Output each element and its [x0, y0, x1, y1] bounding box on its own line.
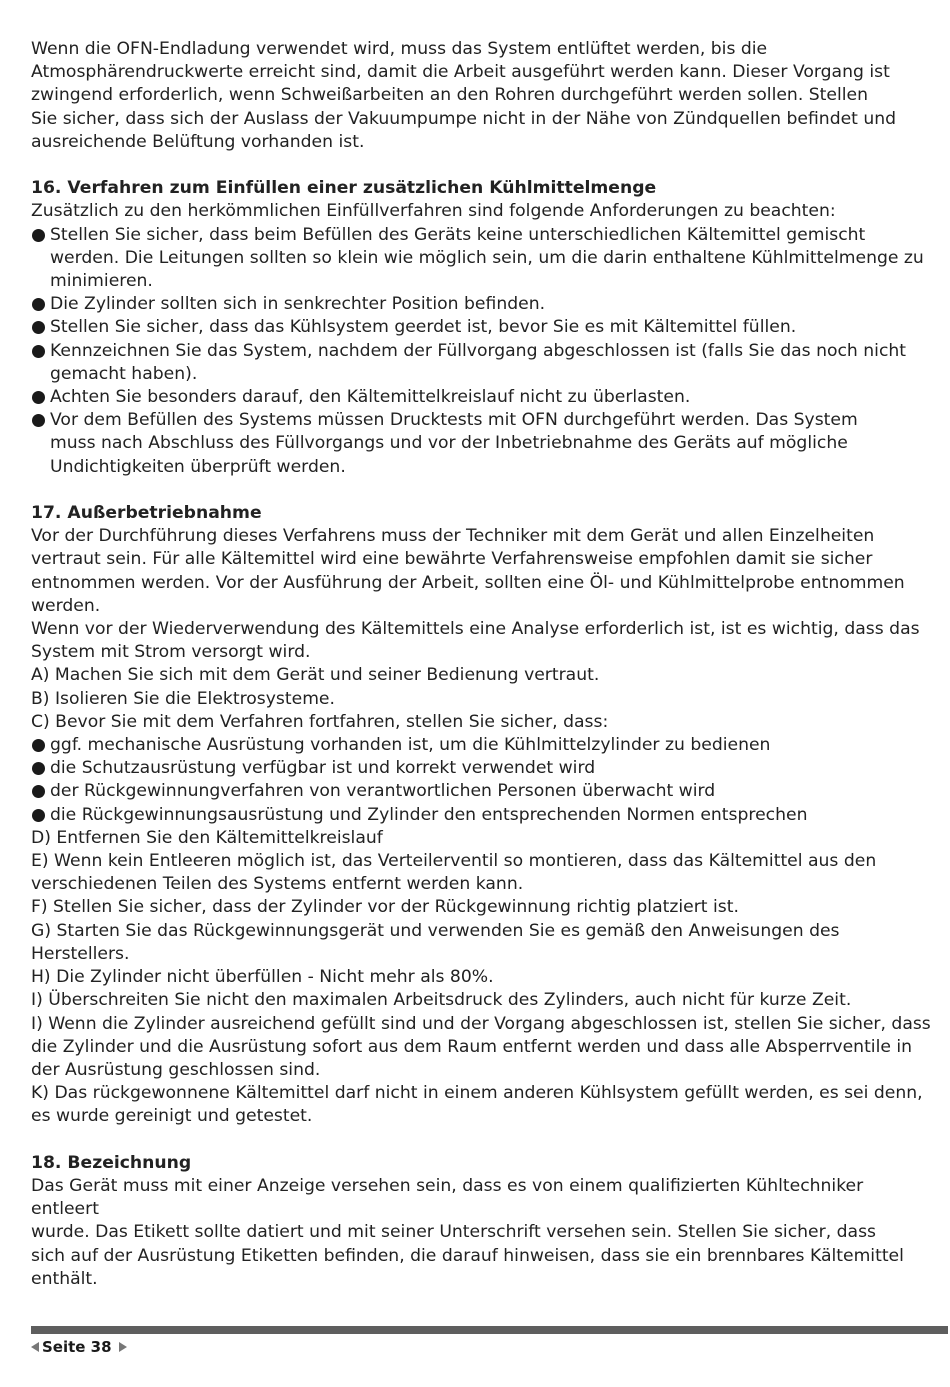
bullet-icon [32, 739, 45, 752]
bullet-icon [32, 298, 45, 311]
section-17-paragraph-2: Wenn vor der Wiederverwendung des Kältemittels eine Analyse erforderlich ist, ist es wichtig, dass das System mit Strom versorgt wird. [31, 619, 920, 663]
list-item: der Rückgewinnungverfahren von verantwortlichen Personen überwacht wird [31, 780, 936, 803]
previous-page-icon[interactable] [31, 1342, 39, 1352]
list-item: die Rückgewinnungsausrüstung und Zylinder den entsprechenden Normen entsprechen [31, 804, 936, 827]
section-16-bullets [31, 224, 936, 479]
step-h: H) Die Zylinder nicht überfüllen - Nicht mehr als 80%. [31, 967, 494, 988]
section-16-heading: 16. Verfahren zum Einfüllen einer zusätzlichen Kühlmittelmenge [31, 178, 657, 199]
list-item: ggf. mechanische Ausrüstung vorhanden ist, um die Kühlmittelzylinder zu bedienen [31, 734, 936, 757]
step-c: C) Bevor Sie mit dem Verfahren fortfahren, stellen Sie sicher, dass: [31, 711, 609, 732]
step-b: B) Isolieren Sie die Elektrosysteme. [31, 688, 335, 709]
step-k: K) Das rückgewonnene Kältemittel darf nicht in einem anderen Kühlsystem gefüllt werden, es sei denn, es wurde gereinigt und getestet. [31, 1083, 923, 1127]
step-e: E) Wenn kein Entleeren möglich ist, das Verteilerventil so montieren, dass das Kältemittel aus den verschiedenen Teilen des Systems entfernt werden kann. [31, 851, 877, 895]
list-item: Stellen Sie sicher, dass das Kühlsystem geerdet ist, bevor Sie es mit Kältemittel füllen. [31, 316, 936, 339]
section-16-intro: Zusätzlich zu den herkömmlichen Einfüllverfahren sind folgende Anforderungen zu beachten: [31, 201, 836, 222]
bullet-icon [32, 762, 45, 775]
step-f: F) Stellen Sie sicher, dass der Zylinder vor der Rückgewinnung richtig platziert ist. [31, 897, 739, 918]
bullet-icon [32, 345, 45, 358]
list-item: Kennzeichnen Sie das System, nachdem der Füllvorgang abgeschlossen ist (falls Sie das noch nicht gemacht haben). [31, 340, 936, 386]
bullet-icon [32, 809, 45, 822]
section-17-bullets [31, 734, 936, 827]
list-item: Stellen Sie sicher, dass beim Befüllen des Geräts keine unterschiedlichen Kältemittel gemischt werden. Die Leitungen sollten so klein wie möglich sein, um die darin enthaltene Kühlmittelmenge zu minimieren. [31, 224, 936, 294]
bullet-icon [32, 391, 45, 404]
list-item: Die Zylinder sollten sich in senkrechter Position befinden. [31, 293, 936, 316]
bullet-icon [32, 321, 45, 334]
page-content [31, 38, 936, 1291]
page-footer [31, 1337, 127, 1357]
section-17-heading: 17. Außerbetriebnahme [31, 503, 262, 524]
bullet-icon [32, 229, 45, 242]
step-g: G) Starten Sie das Rückgewinnungsgerät und verwenden Sie es gemäß den Anweisungen des Herstellers. [31, 920, 840, 964]
section-18-heading: 18. Bezeichnung [31, 1152, 192, 1173]
step-a: A) Machen Sie sich mit dem Gerät und seiner Bedienung vertraut. [31, 665, 600, 686]
bullet-icon [32, 414, 45, 427]
step-j: I) Wenn die Zylinder ausreichend gefüllt sind und der Vorgang abgeschlossen ist, stellen Sie sicher, dass die Zylinder und die Ausrüstung sofort aus dem Raum entfernt werden und dass alle Absperrventile in der Ausrüstung geschlossen sind. [31, 1013, 931, 1080]
section-17-paragraph-1: Vor der Durchführung dieses Verfahrens muss der Techniker mit dem Gerät und allen Einzelheiten vertraut sein. Für alle Kältemittel wird eine bewährte Verfahrensweise empfohlen damit sie sicher entnommen werden. Vor der Ausführung der Arbeit, sollten eine Öl- und Kühlmittelprobe entnommen werden. [31, 526, 905, 616]
step-i: I) Überschreiten Sie nicht den maximalen Arbeitsdruck des Zylinders, auch nicht für kurze Zeit. [31, 990, 852, 1011]
list-item: Achten Sie besonders darauf, den Kältemittelkreislauf nicht zu überlasten. [31, 386, 936, 409]
footer-divider [31, 1326, 948, 1334]
list-item: die Schutzausrüstung verfügbar ist und korrekt verwendet wird [31, 757, 936, 780]
step-d: D) Entfernen Sie den Kältemittelkreislauf [31, 827, 383, 848]
page-number: Seite 38 [42, 1338, 112, 1356]
intro-paragraph: Wenn die OFN-Endladung verwendet wird, muss das System entlüftet werden, bis die Atmosphärendruckwerte erreicht sind, damit die Arbeit ausgeführt werden kann. Dieser Vorgang ist zwingend erforderlich, wenn Schweißarbeiten an den Rohren durchgeführt werden sollen. Stellen Sie sicher, dass sich der Auslass der Vakuumpumpe nicht in der Nähe von Zündquellen befindet und ausreichende Belüftung vorhanden ist. [31, 39, 897, 152]
next-page-icon[interactable] [119, 1342, 127, 1352]
section-18-body: Das Gerät muss mit einer Anzeige versehen sein, dass es von einem qualifizierten Kühltechniker entleert wurde. Das Etikett sollte datiert und mit seiner Unterschrift versehen sein. Stellen Sie sicher, dass sich auf der Ausrüstung Etiketten befinden, die darauf hinweisen, dass sie ein brennbares Kältemittel enthält. [31, 1175, 904, 1289]
list-item: Vor dem Befüllen des Systems müssen Drucktests mit OFN durchgeführt werden. Das System muss nach Abschluss des Füllvorgangs und vor der Inbetriebnahme des Geräts auf mögliche Undichtigkeiten überprüft werden. [31, 409, 936, 479]
bullet-icon [32, 785, 45, 798]
